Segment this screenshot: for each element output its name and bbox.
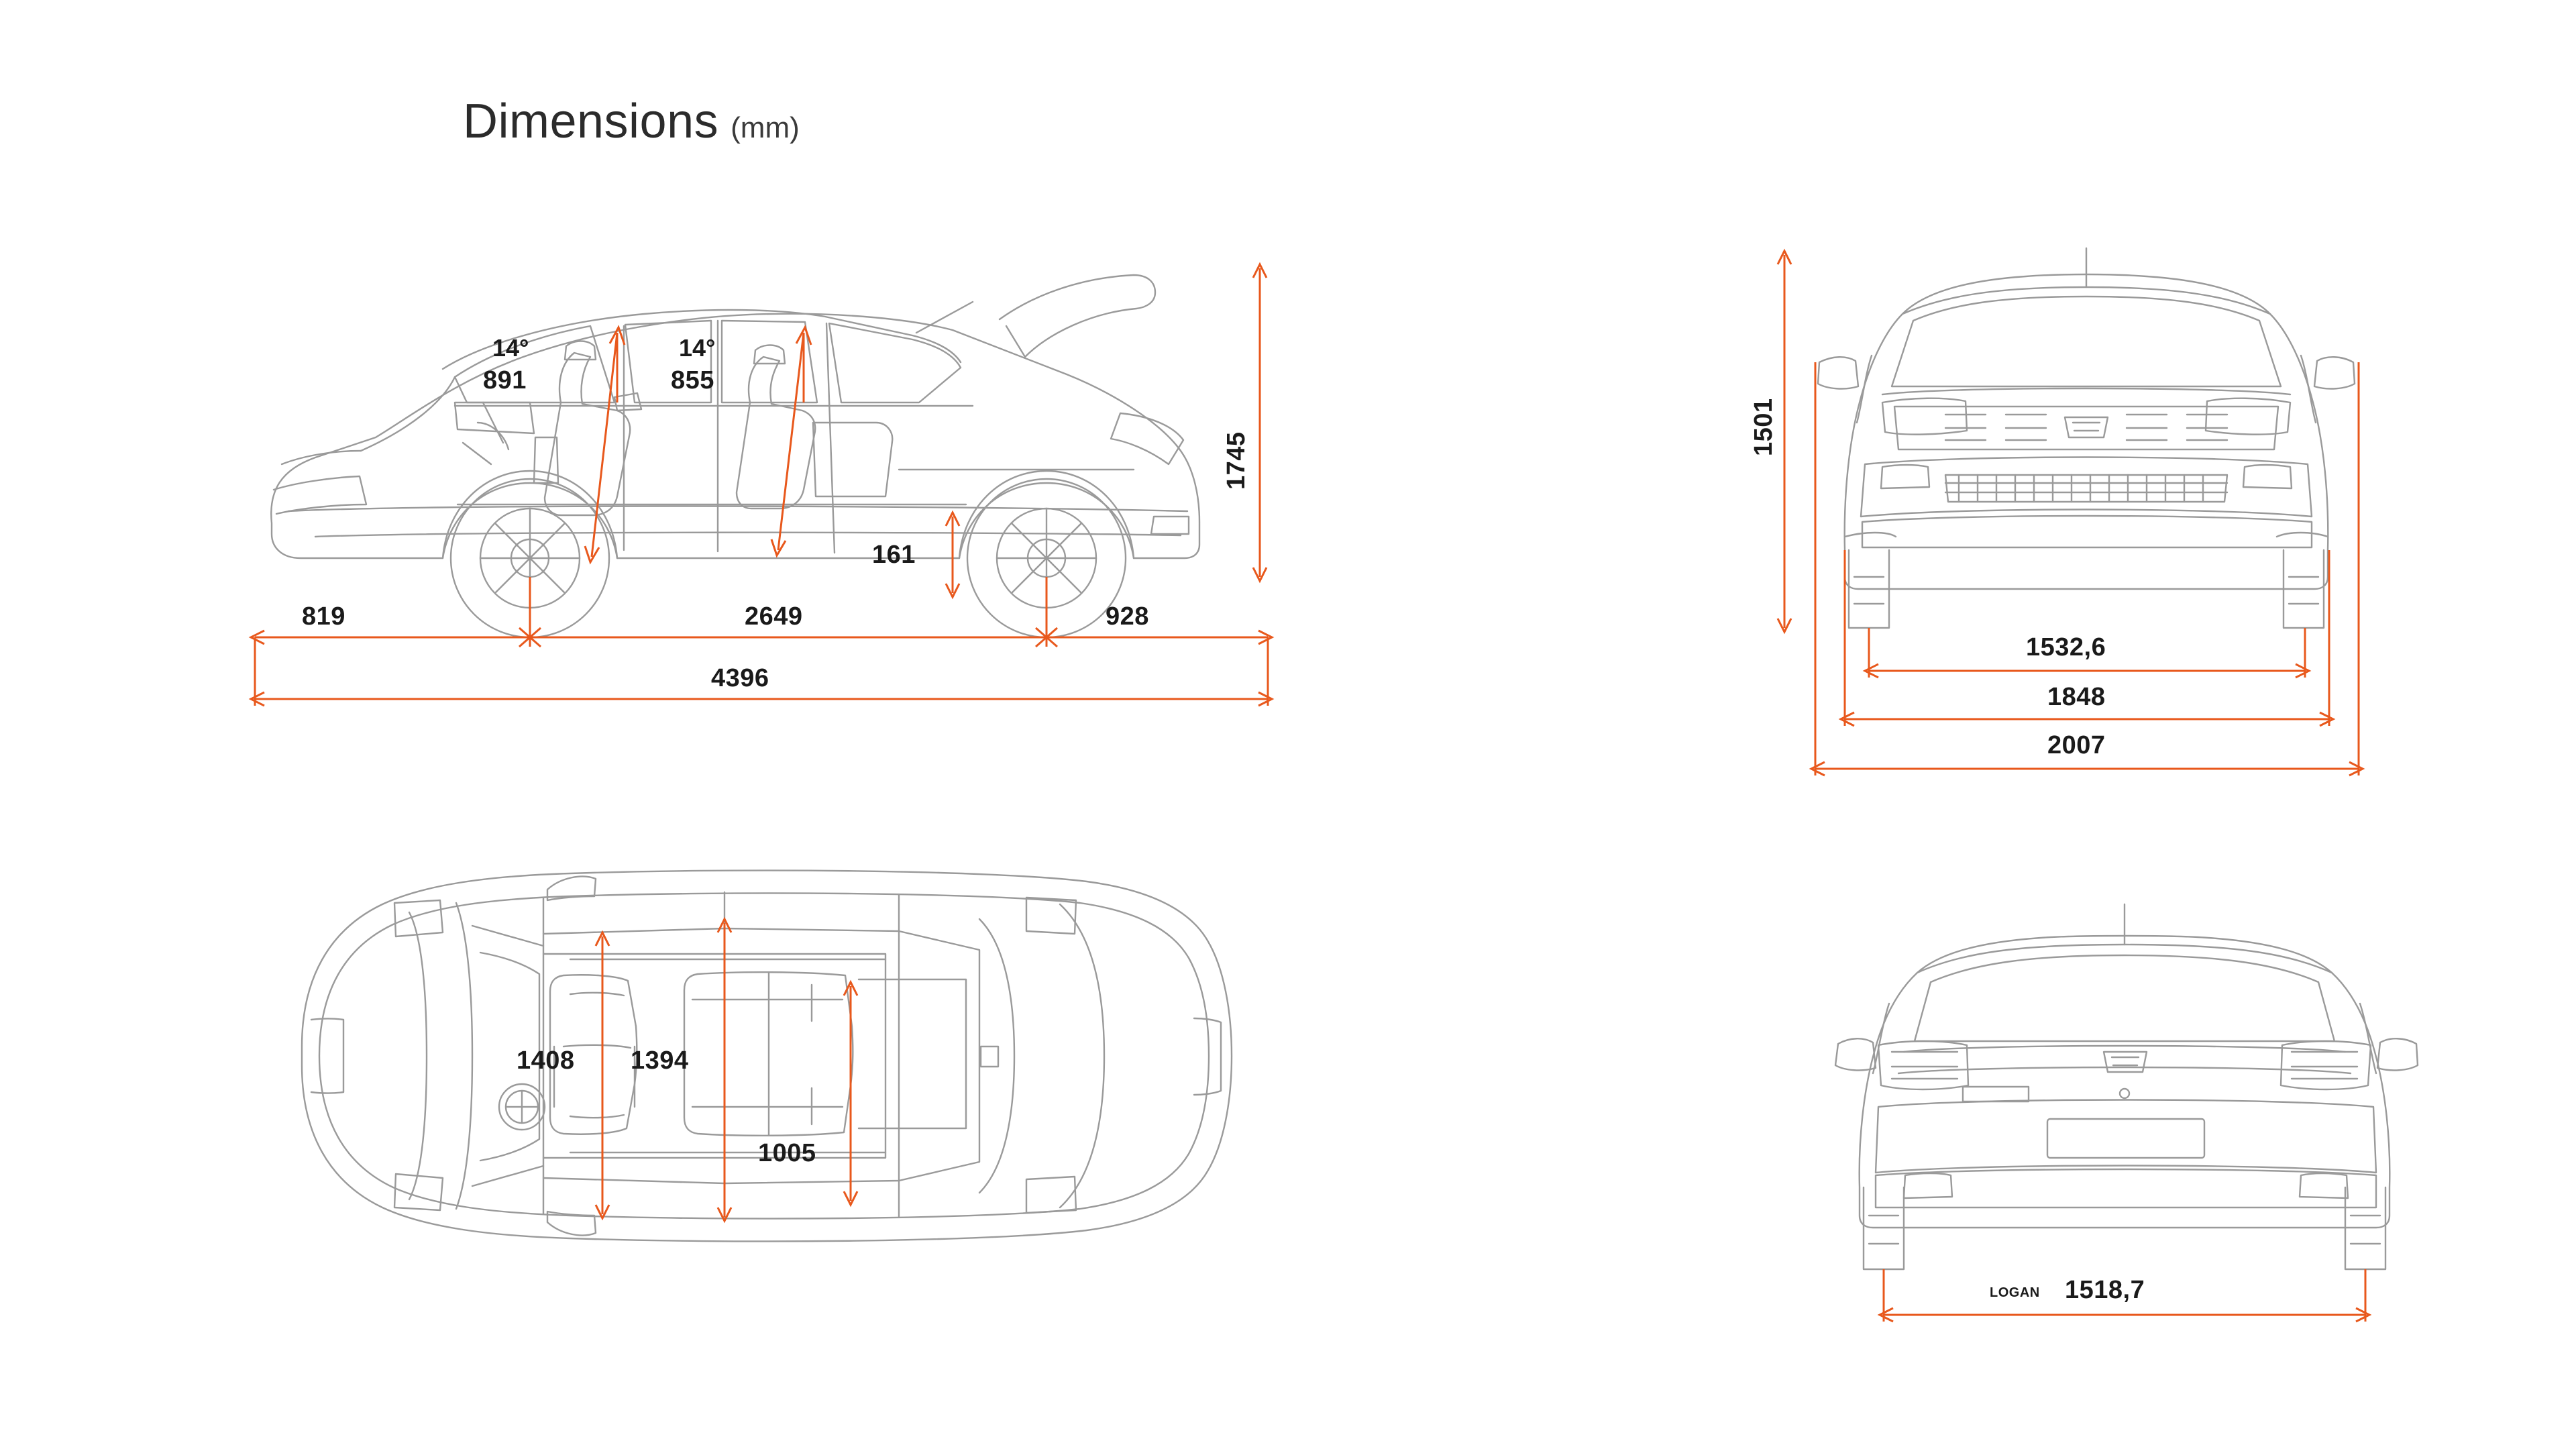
- top-view-panel: [255, 825, 1301, 1415]
- dim-side-total-length: 4396: [711, 664, 769, 692]
- dim-side-front-overhang: 819: [302, 602, 345, 631]
- rear-badge-text: LOGAN: [1990, 1285, 2040, 1300]
- page-title: [463, 94, 800, 149]
- dim-side-total-height: 1745: [1222, 431, 1250, 490]
- dim-side-rear-seat-angle: 14°: [679, 334, 716, 362]
- page-title-unit: (mm): [731, 111, 800, 144]
- side-view-panel: [241, 201, 1288, 792]
- dim-side-front-seat-height: 891: [483, 366, 527, 394]
- front-view-panel: [1744, 201, 2469, 805]
- rear-view-panel: [1798, 872, 2469, 1382]
- dim-side-rear-seat-height: 855: [671, 366, 714, 394]
- dim-top-front-width: 1408: [517, 1046, 575, 1075]
- dim-top-rear-depth: 1005: [758, 1139, 816, 1167]
- side-view-drawing: [241, 201, 1288, 792]
- front-view-drawing: [1744, 201, 2469, 805]
- dim-front-height: 1501: [1750, 398, 1778, 456]
- top-view-drawing: [255, 825, 1301, 1415]
- dim-side-wheelbase: 2649: [745, 602, 803, 631]
- dim-side-ground-clearance: 161: [872, 541, 916, 569]
- dim-top-rear-width: 1394: [631, 1046, 689, 1075]
- dim-front-track: 1532,6: [2026, 633, 2106, 661]
- dim-front-width-body: 1848: [2047, 683, 2106, 711]
- rear-view-drawing: [1798, 872, 2469, 1382]
- dim-side-rear-overhang: 928: [1106, 602, 1149, 631]
- dim-rear-track: 1518,7: [2065, 1276, 2145, 1304]
- page-title-text: Dimensions: [463, 95, 719, 148]
- dim-front-width-mirrors: 2007: [2047, 731, 2106, 759]
- dim-side-front-seat-angle: 14°: [492, 334, 529, 362]
